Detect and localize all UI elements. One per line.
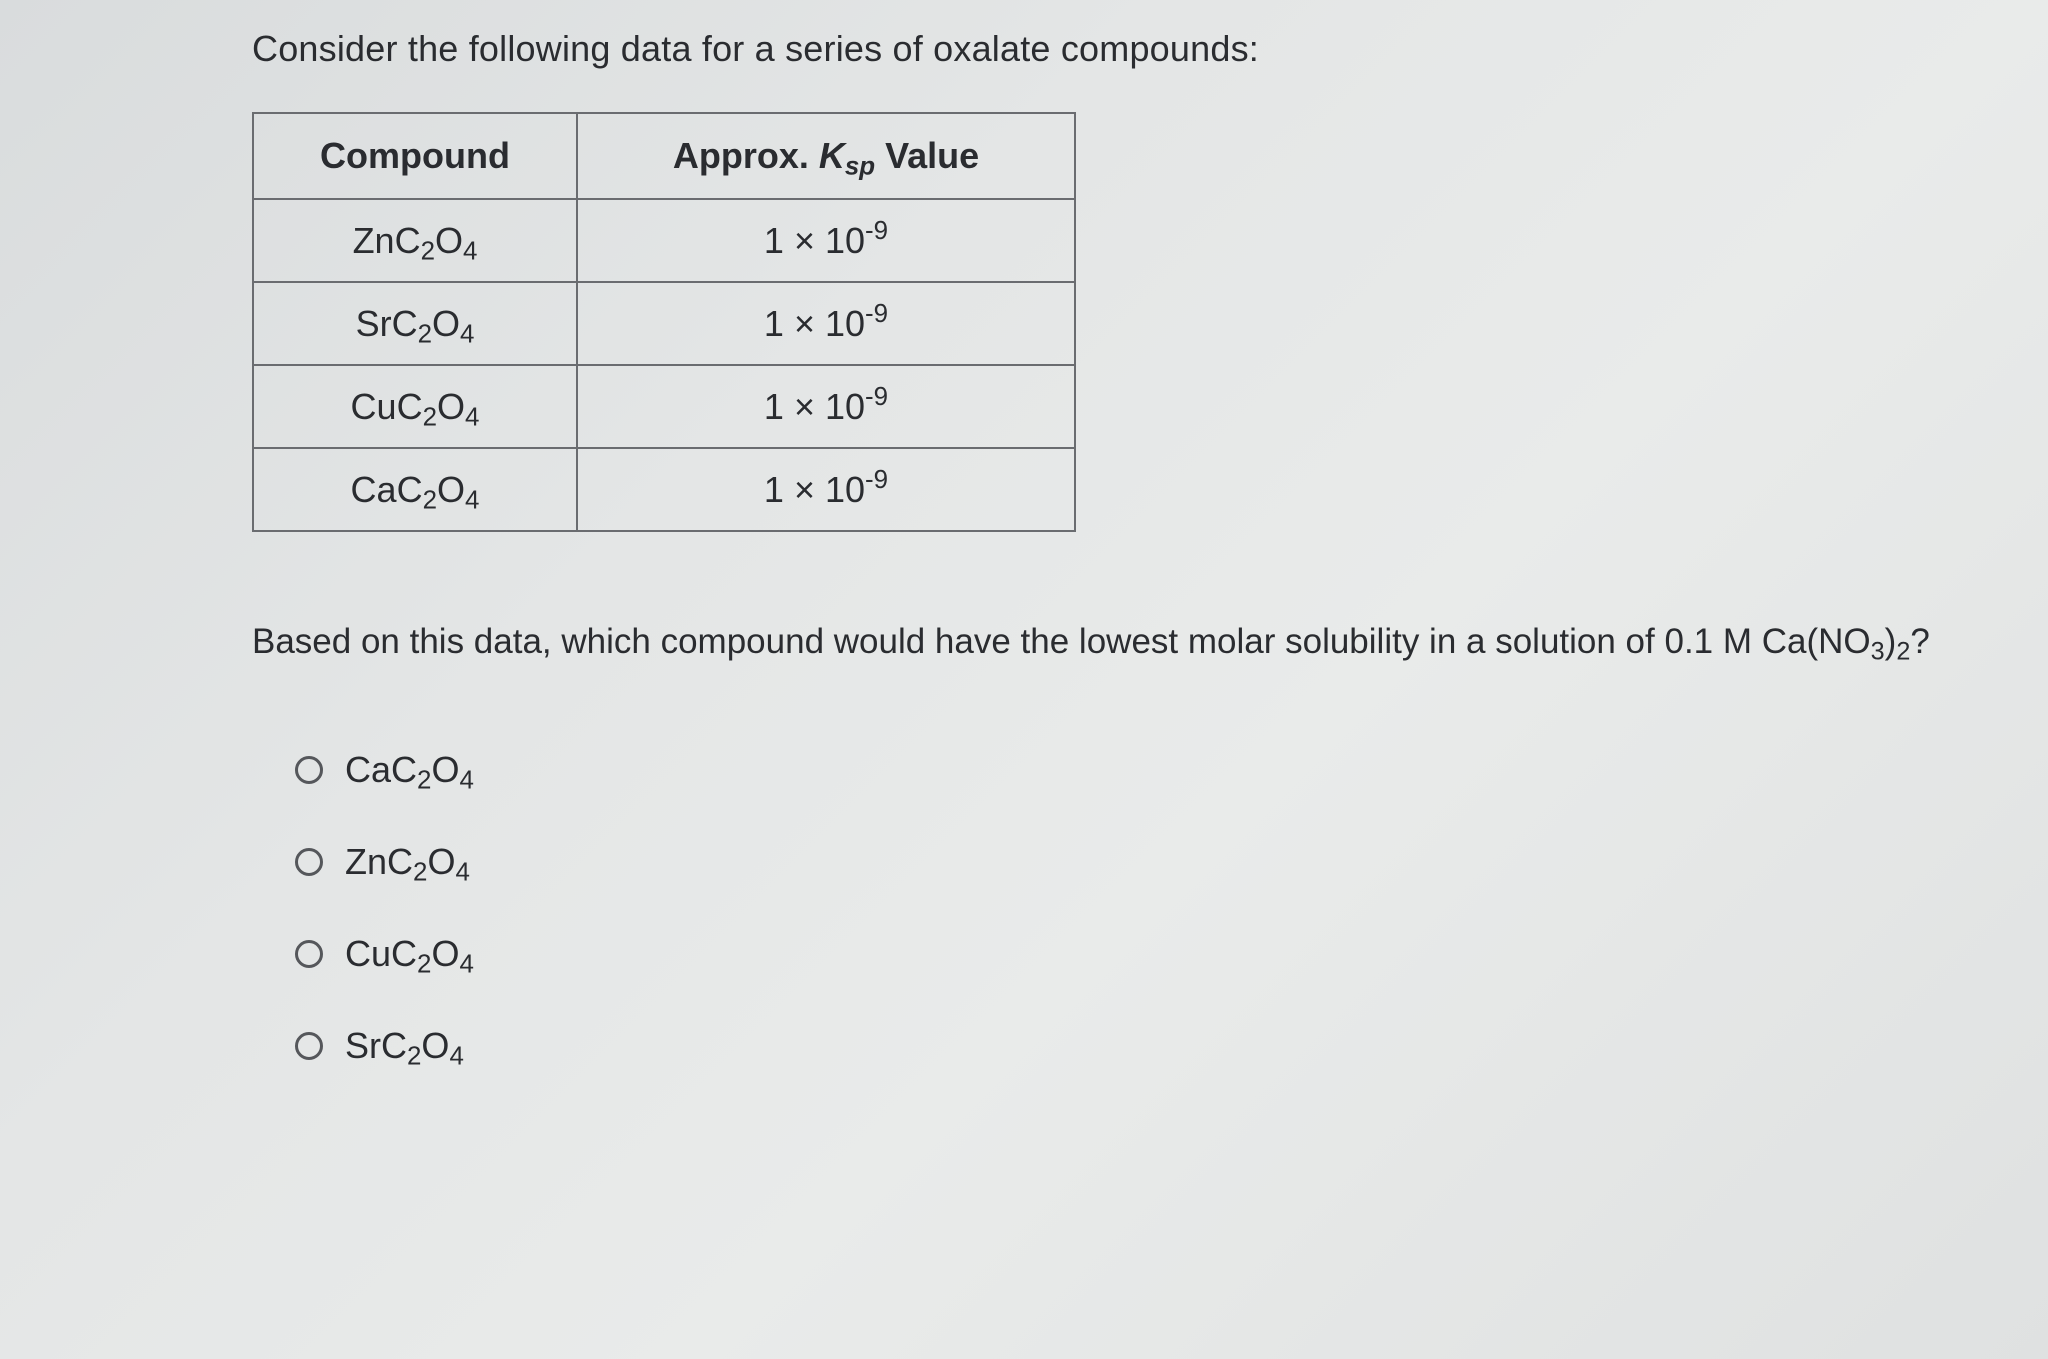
compound-o: O [435,219,464,261]
question-sub1: 3 [1870,637,1885,666]
ksp-base: 1 × 10 [763,385,866,427]
option-o: O [427,841,456,882]
ksp-cell [577,199,1075,282]
compound-c-sub: 2 [417,319,432,348]
table-header-row [253,113,1075,199]
option-metal: CuC [345,933,418,974]
ksp-cell [577,365,1075,448]
option-label [345,933,474,979]
compound-c-sub: 2 [422,402,437,431]
compound-metal: CuC [350,385,423,427]
compound-cell [253,199,577,282]
header-ksp-prefix: Approx. [672,135,819,176]
compound-o-sub: 4 [465,485,480,514]
table-row [253,448,1075,531]
question-close: ) [1884,622,1897,661]
header-ksp-symbol: K [818,135,845,176]
compound-o-sub: 4 [463,236,478,265]
question-main: Based on this data, which compound would have the lowest molar solubility in a solution of 0.1 M Ca(NO [252,622,1871,661]
compound-o: O [437,385,466,427]
ksp-cell [577,448,1075,531]
compound-cell [253,282,577,365]
option-o: O [421,1025,450,1066]
option-label [345,749,474,795]
question-text [252,622,1930,666]
ksp-exp: -9 [865,299,889,328]
answer-option-cac2o4[interactable] [295,724,474,816]
radio-button[interactable] [295,848,323,876]
compound-c-sub: 2 [422,485,437,514]
option-metal: SrC [345,1025,407,1066]
question-end: ? [1910,622,1930,661]
ksp-cell [577,282,1075,365]
radio-button[interactable] [295,756,323,784]
ksp-base: 1 × 10 [763,219,866,261]
table-row [253,199,1075,282]
compound-metal: SrC [355,302,418,344]
compound-o: O [431,302,460,344]
table-row [253,365,1075,448]
intro-text: Consider the following data for a series of oxalate compounds: [252,28,1259,69]
header-ksp-suffix: Value [875,135,980,176]
ksp-base: 1 × 10 [763,302,866,344]
ksp-base: 1 × 10 [763,468,866,510]
header-ksp-sub: sp [844,152,876,181]
compound-metal: CaC [350,468,423,510]
option-c-sub: 2 [417,950,432,979]
option-o: O [431,933,460,974]
compound-cell [253,448,577,531]
answer-option-znc2o4[interactable] [295,816,474,908]
option-o-sub: 4 [459,766,474,795]
question-sub2: 2 [1896,637,1911,666]
option-metal: ZnC [345,841,414,882]
option-o-sub: 4 [459,950,474,979]
compound-c-sub: 2 [420,236,435,265]
compound-o-sub: 4 [460,319,475,348]
compound-o: O [437,468,466,510]
ksp-exp: -9 [865,382,889,411]
ksp-exp: -9 [865,216,889,245]
option-c-sub: 2 [413,858,428,887]
option-o: O [431,749,460,790]
option-metal: CaC [345,749,418,790]
compound-cell [253,365,577,448]
compound-o-sub: 4 [465,402,480,431]
option-c-sub: 2 [407,1042,422,1071]
radio-button[interactable] [295,1032,323,1060]
ksp-exp: -9 [865,465,889,494]
answer-option-cuc2o4[interactable] [295,908,474,1000]
option-label [345,841,470,887]
header-compound: Compound [253,113,577,199]
answer-options [295,724,474,1092]
option-o-sub: 4 [449,1042,464,1071]
radio-button[interactable] [295,940,323,968]
answer-option-src2o4[interactable] [295,1000,474,1092]
option-c-sub: 2 [417,766,432,795]
option-o-sub: 4 [455,858,470,887]
header-ksp [577,113,1075,199]
option-label [345,1025,464,1071]
ksp-table [252,112,1076,532]
compound-metal: ZnC [352,219,421,261]
table-row [253,282,1075,365]
